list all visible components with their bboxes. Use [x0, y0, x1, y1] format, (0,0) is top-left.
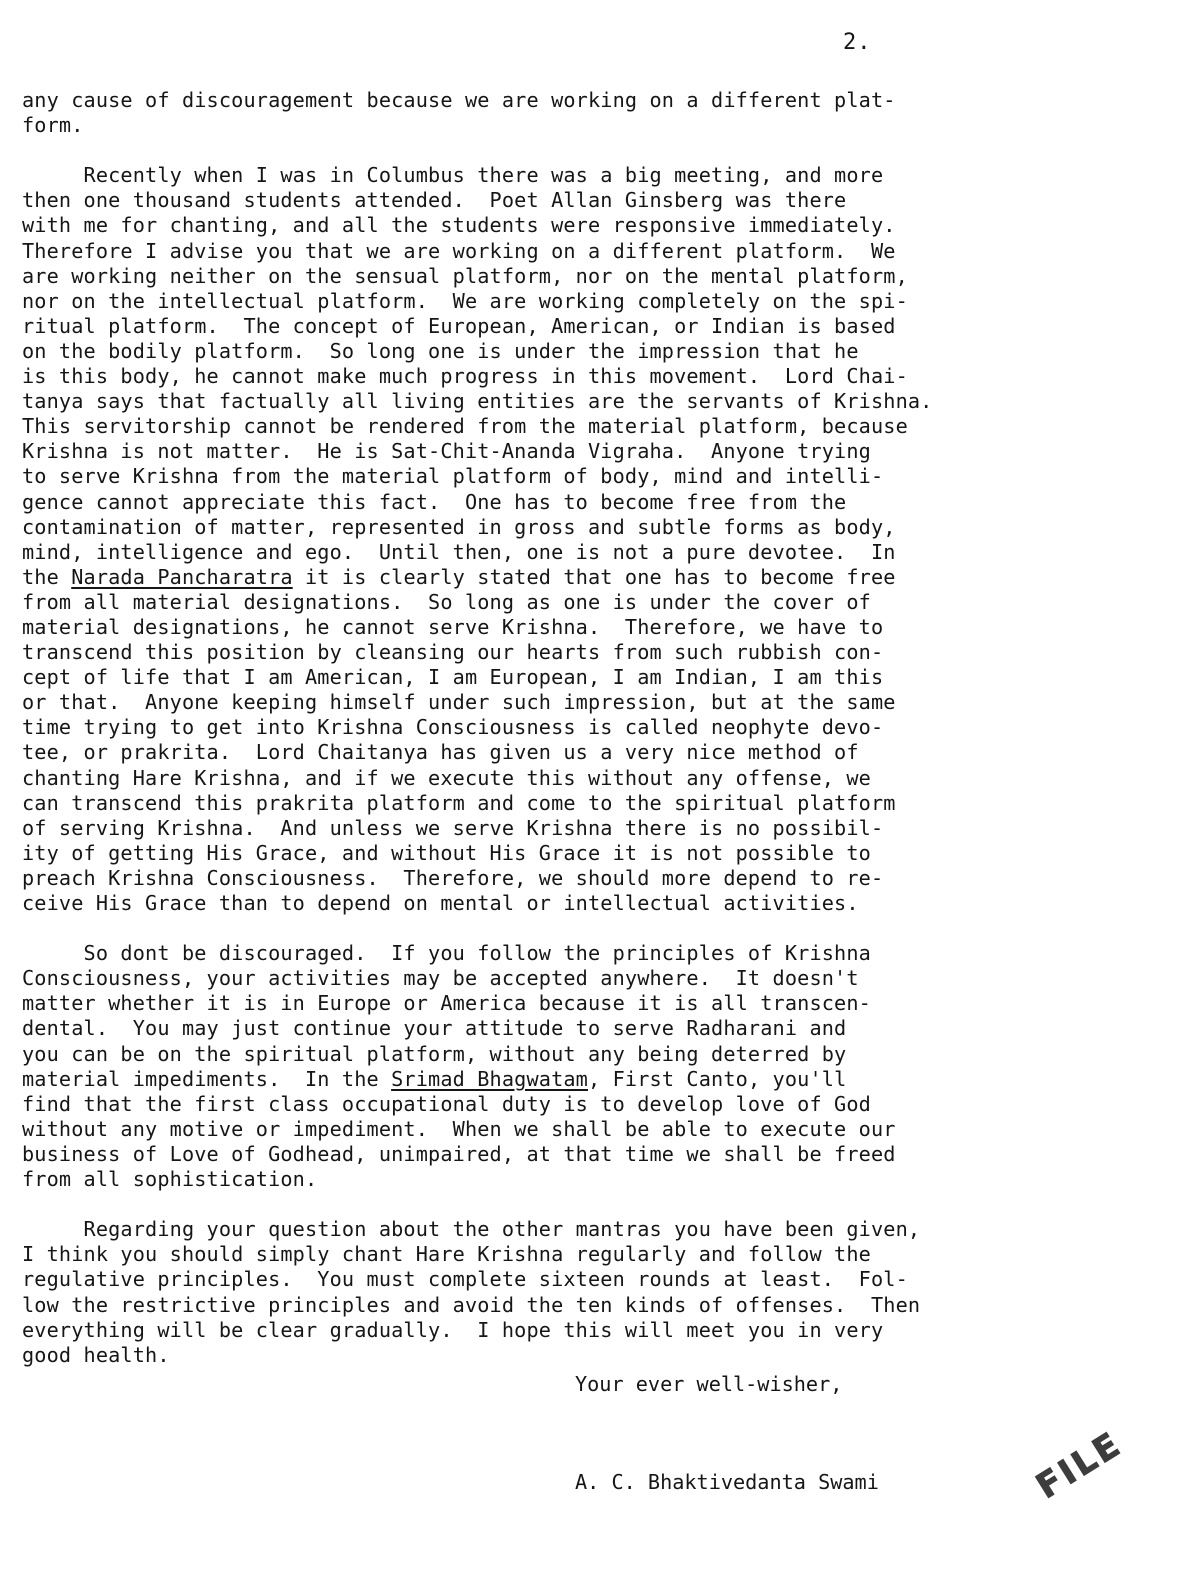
text-segment: transcend this position by cleansing our hearts from such rubbish con- [22, 640, 884, 665]
text-segment: Krishna is not matter. He is Sat-Chit-Ananda Vigraha. Anyone trying [22, 439, 871, 464]
text-line [22, 640, 1142, 665]
text-line [22, 1293, 1142, 1318]
text-line [22, 389, 1142, 414]
text-line [22, 690, 1142, 715]
text-segment: time trying to get into Krishna Consciousness is called neophyte devo- [22, 715, 884, 740]
text-segment: contamination of matter, represented in gross and subtle forms as body, [22, 514, 896, 539]
text-line [22, 113, 1142, 138]
text-segment: tanya says that factually all living entities are the servants of Krishna. [22, 389, 933, 414]
letter-paragraph [22, 1217, 1142, 1368]
text-line [22, 816, 1142, 841]
text-segment: regulative principles. You must complete sixteen rounds at least. Fol- [22, 1267, 908, 1292]
text-segment: any cause of discouragement because we are working on a different plat- [22, 88, 896, 112]
underlined-title: Srimad Bhagwatam [391, 1066, 588, 1091]
text-segment: mind, intelligence and ego. Until then, one is not a pure devotee. In [22, 539, 896, 564]
text-segment: on the bodily platform. So long one is under the impression that he [22, 338, 859, 363]
text-line [22, 791, 1142, 816]
text-segment: the [22, 564, 72, 589]
text-segment: to serve Krishna from the material platform of body, mind and intelli- [22, 464, 884, 489]
text-line [22, 991, 1142, 1016]
text-line [22, 490, 1142, 515]
text-segment: business of Love of Godhead, unimpaired, at that time we shall be freed [22, 1141, 896, 1166]
text-line [22, 1318, 1142, 1343]
letter-paragraph [22, 941, 1142, 1192]
closing-salutation: Your ever well-wisher, [575, 1372, 843, 1396]
text-segment: form. [22, 113, 84, 138]
text-line [22, 264, 1142, 289]
paragraph-gap [22, 138, 1142, 163]
text-line [22, 414, 1142, 439]
text-segment: This servitorship cannot be rendered from the material platform, because [22, 414, 908, 439]
text-segment: of serving Krishna. And unless we serve Krishna there is no possibil- [22, 815, 884, 840]
text-segment: everything will be clear gradually. I hope this will meet you in very [22, 1317, 884, 1342]
text-line [22, 1042, 1142, 1067]
text-segment: good health. [22, 1342, 170, 1367]
text-segment: from all material designations. So long as one is under the cover of [22, 589, 871, 614]
paragraph-gap [22, 1192, 1142, 1217]
text-line [22, 540, 1142, 565]
text-segment: I think you should simply chant Hare Krishna regularly and follow the [22, 1242, 871, 1267]
text-segment: tee, or prakrita. Lord Chaitanya has given us a very nice method of [22, 740, 859, 765]
text-line [22, 464, 1142, 489]
text-segment: matter whether it is in Europe or America because it is all transcen- [22, 991, 871, 1016]
text-line [22, 1142, 1142, 1167]
text-line [22, 766, 1142, 791]
text-line [22, 1016, 1142, 1041]
text-segment: or that. Anyone keeping himself under such impression, but at the same [22, 690, 896, 715]
text-segment: preach Krishna Consciousness. Therefore, we should more depend to re- [22, 865, 884, 890]
text-line [22, 1267, 1142, 1292]
text-line [22, 1067, 1142, 1092]
letter-paragraph [22, 163, 1142, 916]
text-line [22, 364, 1142, 389]
text-segment: chanting Hare Krishna, and if we execute this without any offense, we [22, 765, 871, 790]
text-line [22, 1167, 1142, 1192]
text-segment: are working neither on the sensual platform, nor on the mental platform, [22, 263, 908, 288]
text-line [22, 239, 1142, 264]
text-line [22, 515, 1142, 540]
text-line [22, 213, 1142, 238]
text-segment: low the restrictive principles and avoid the ten kinds of offenses. Then [22, 1292, 921, 1317]
text-segment: ritual platform. The concept of European, American, or Indian is based [22, 313, 896, 338]
text-line [22, 88, 1142, 113]
text-line [22, 339, 1142, 364]
text-segment: find that the first class occupational duty is to develop love of God [22, 1091, 871, 1116]
text-segment: with me for chanting, and all the students were responsive immediately. [22, 213, 896, 238]
text-segment: cept of life that I am American, I am European, I am Indian, I am this [22, 665, 884, 690]
text-segment: ity of getting His Grace, and without His Grace it is not possible to [22, 840, 871, 865]
text-line [22, 188, 1142, 213]
text-line [22, 163, 1142, 188]
signature-name: A. C. Bhaktivedanta Swami [575, 1470, 879, 1494]
text-line [22, 715, 1142, 740]
text-segment: you can be on the spiritual platform, without any being deterred by [22, 1041, 847, 1066]
page-number: 2. [843, 30, 872, 55]
text-segment: ceive His Grace than to depend on mental or intellectual activities. [22, 891, 859, 915]
text-line [22, 966, 1142, 991]
text-line [22, 740, 1142, 765]
text-segment: Therefore I advise you that we are working on a different platform. We [22, 238, 896, 263]
text-line [22, 1217, 1142, 1242]
text-line [22, 1343, 1142, 1368]
text-line [22, 1242, 1142, 1267]
text-segment: Consciousness, your activities may be accepted anywhere. It doesn't [22, 966, 859, 991]
text-segment: from all sophistication. [22, 1167, 318, 1192]
text-line [22, 891, 1142, 916]
text-segment: is this body, he cannot make much progress in this movement. Lord Chai- [22, 364, 908, 389]
text-line [22, 841, 1142, 866]
text-line [22, 1092, 1142, 1117]
text-segment: then one thousand students attended. Poet Allan Ginsberg was there [22, 188, 847, 213]
text-segment: nor on the intellectual platform. We are working completely on the spi- [22, 288, 908, 313]
letter-body [22, 88, 1142, 1368]
text-segment: without any motive or impediment. When we shall be able to execute our [22, 1116, 896, 1141]
text-line [22, 1117, 1142, 1142]
file-stamp: FILE [1029, 1423, 1130, 1507]
text-segment: material designations, he cannot serve Krishna. Therefore, we have to [22, 614, 884, 639]
text-segment: gence cannot appreciate this fact. One has to become free from the [22, 489, 847, 514]
text-segment: , First Canto, you'll [588, 1066, 847, 1091]
letter-paragraph [22, 88, 1142, 138]
text-line [22, 665, 1142, 690]
text-line [22, 615, 1142, 640]
text-line [22, 565, 1142, 590]
text-segment: can transcend this prakrita platform and come to the spiritual platform [22, 790, 896, 815]
text-line [22, 941, 1142, 966]
text-segment: it is clearly stated that one has to become free [292, 564, 896, 589]
text-segment: So dont be discouraged. If you follow the principles of Krishna [22, 941, 871, 966]
text-segment: Recently when I was in Columbus there was a big meeting, and more [22, 163, 884, 188]
text-line [22, 289, 1142, 314]
underlined-title: Narada Pancharatra [71, 564, 293, 589]
text-line [22, 439, 1142, 464]
text-segment: material impediments. In the [22, 1066, 392, 1091]
text-line [22, 866, 1142, 891]
text-segment: Regarding your question about the other mantras you have been given, [22, 1217, 921, 1242]
text-segment: dental. You may just continue your attitude to serve Radharani and [22, 1016, 847, 1041]
text-line [22, 314, 1142, 339]
paragraph-gap [22, 916, 1142, 941]
text-line [22, 590, 1142, 615]
